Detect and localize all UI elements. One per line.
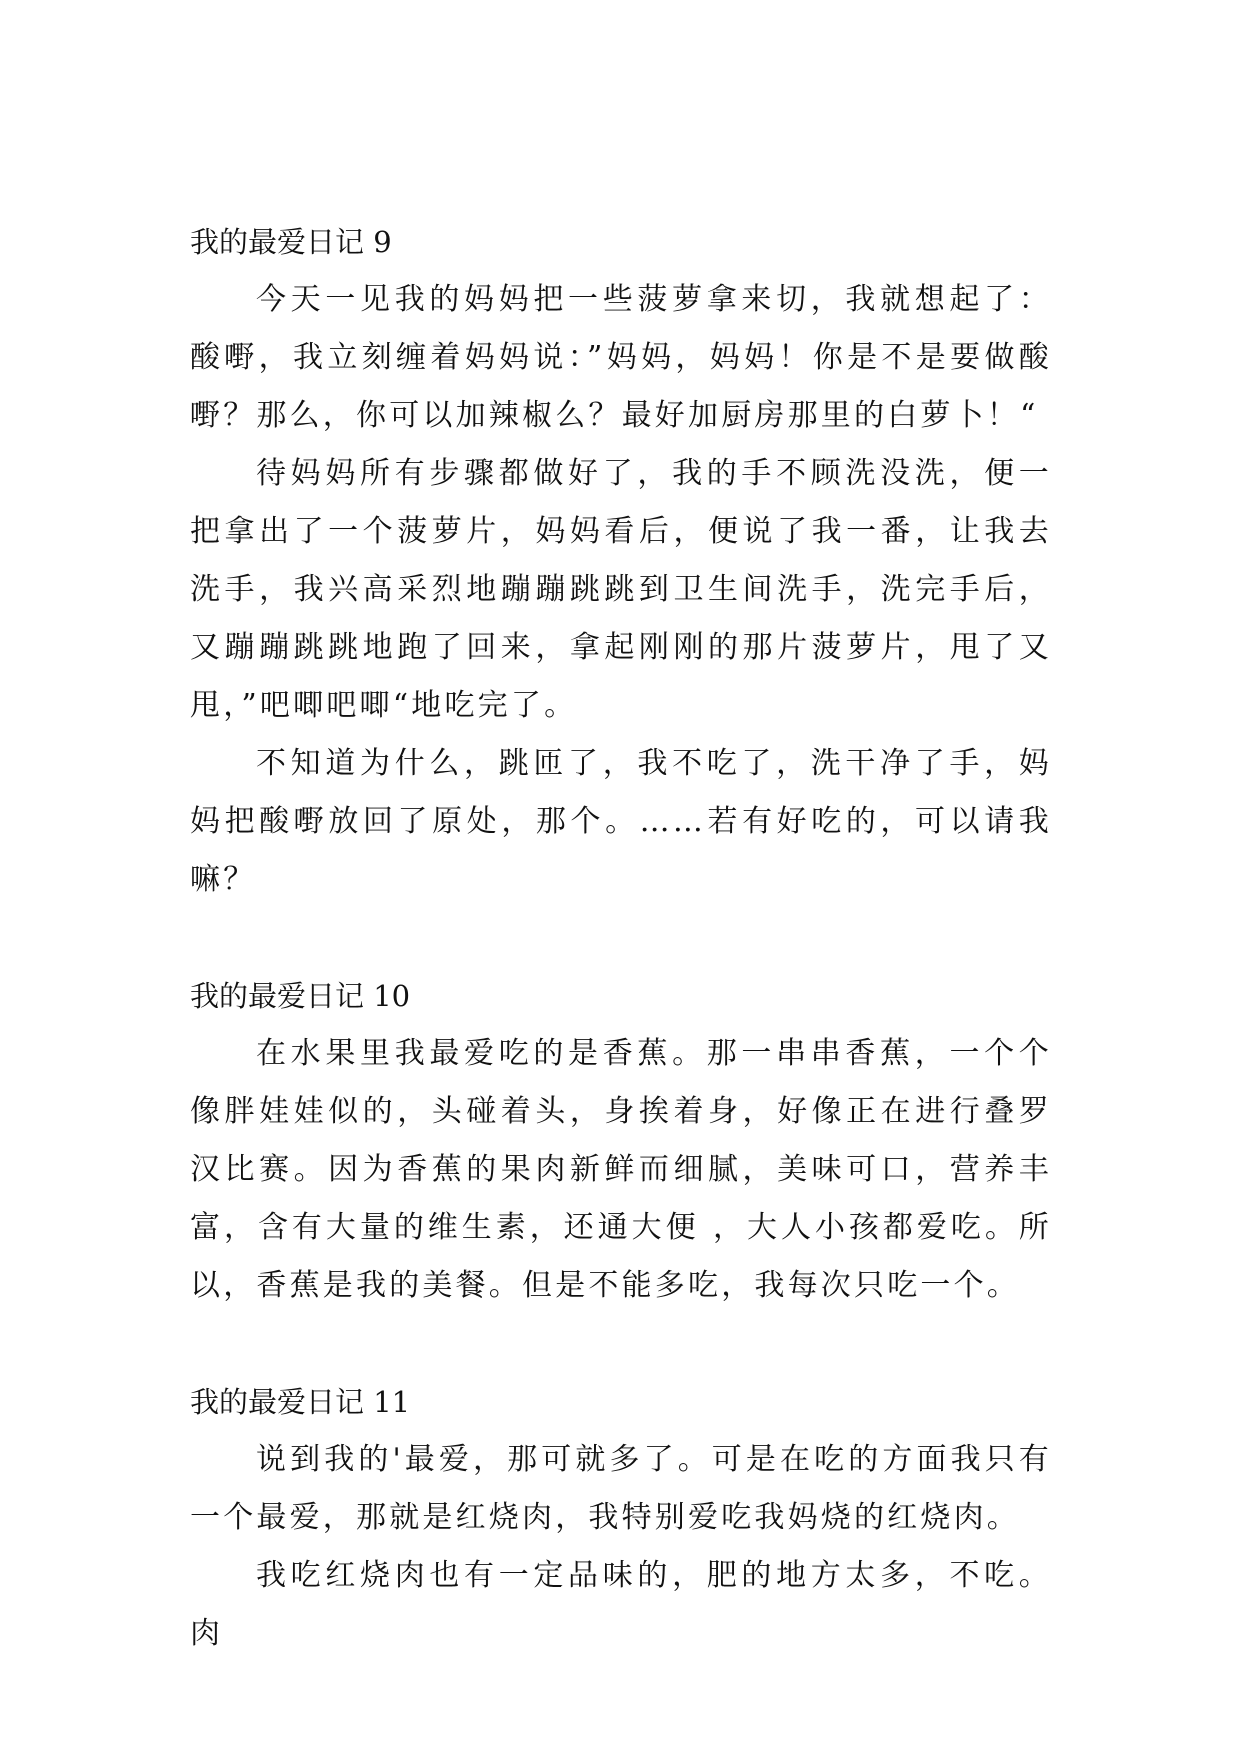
entry-paragraph: 今天一见我的妈妈把一些菠萝拿来切，我就想起了：酸嘢，我立刻缠着妈妈说：”妈妈，妈妈！你是不是要做酸嘢？那么，你可以加辣椒么？最好加厨房那里的白萝卜！“ [190,282,1052,433]
entry-paragraph: 在水果里我最爱吃的是香蕉。那一串串香蕉，一个个像胖娃娃似的，头碰着头，身挨着身，好像正在进行叠罗汉比赛。因为香蕉的果肉新鲜而细腻，美味可口，营养丰富，含有大量的维生素，还通大便 ，大人小孩都爱吃。所以，香蕉是我的美餐。但是不能多吃，我每次只吃一个。 [190,1036,1052,1303]
diary-entry-9 [190,213,1052,909]
entry-paragraph: 说到我的'最爱，那可就多了。可是在吃的方面我只有一个最爱，那就是红烧肉，我特别爱吃我妈烧的红烧肉。 [190,1442,1052,1535]
diary-entry-11 [190,1373,1052,1663]
entry-title: 我的最爱日记 11 [190,1385,411,1419]
entry-title: 我的最爱日记 10 [190,979,411,1013]
entry-spacer [190,909,1052,967]
diary-entry-10 [190,967,1052,1315]
entry-paragraph: 不知道为什么，跳匝了，我不吃了，洗干净了手，妈妈把酸嘢放回了原处，那个。……若有好吃的，可以请我嘛？ [190,746,1052,897]
entry-spacer [190,1315,1052,1373]
entry-paragraph: 待妈妈所有步骤都做好了，我的手不顾洗没洗，便一把拿出了一个菠萝片，妈妈看后，便说了我一番，让我去洗手，我兴高采烈地蹦蹦跳跳到卫生间洗手，洗完手后，又蹦蹦跳跳地跑了回来，拿起刚刚的那片菠萝片，甩了又甩，”吧唧吧唧“地吃完了。 [190,456,1052,723]
entry-title: 我的最爱日记 9 [190,225,392,259]
document-body [190,213,1052,1663]
entry-paragraph: 我吃红烧肉也有一定品味的，肥的地方太多，不吃。肉 [190,1558,1052,1651]
